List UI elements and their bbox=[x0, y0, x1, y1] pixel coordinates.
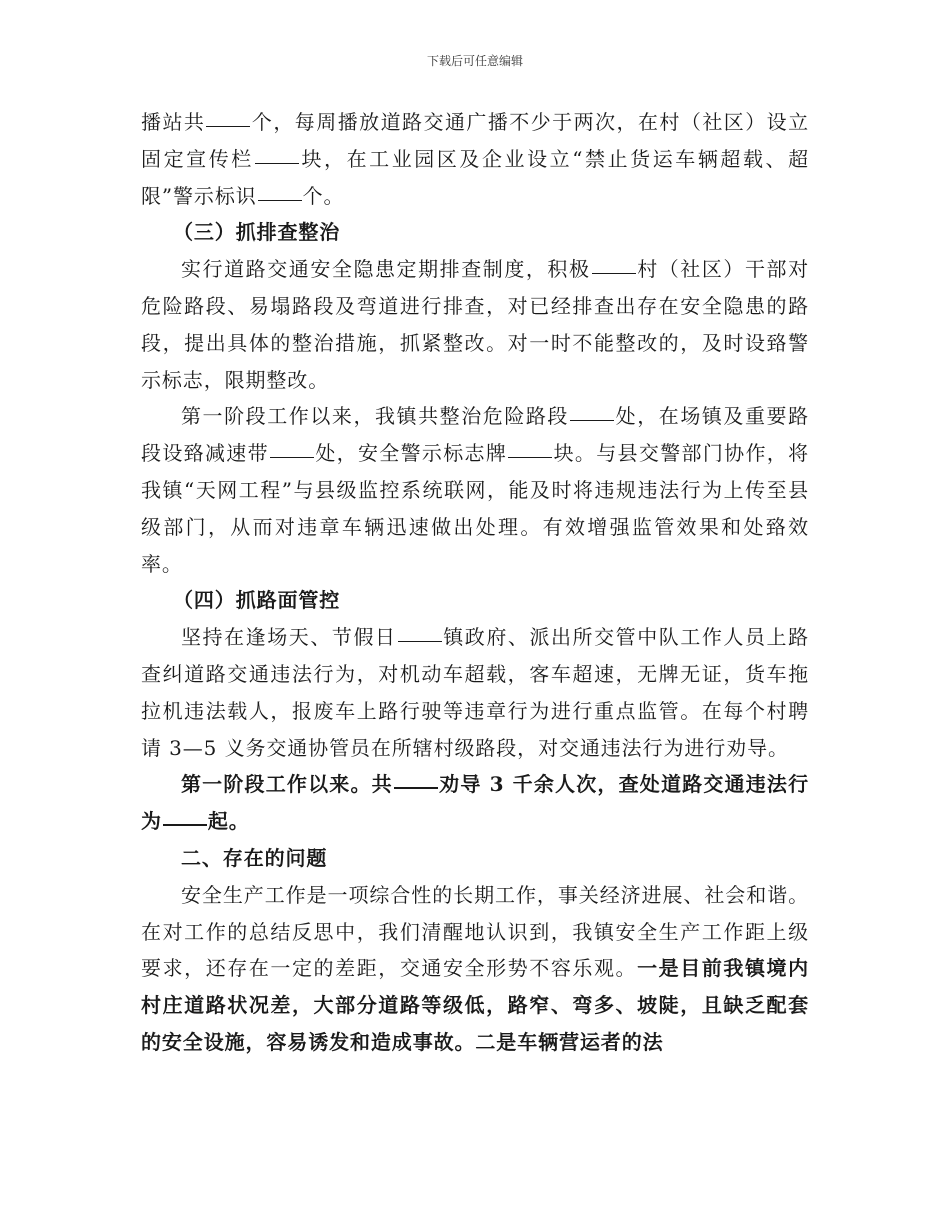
fill-blank bbox=[592, 272, 636, 274]
fill-blank bbox=[394, 786, 438, 789]
paragraph-inspection-system bbox=[141, 251, 809, 398]
text-run-bold: 一是目前我镇境内村庄道路状况差，大部分道路等级低，路窄、弯多、坡陡，且缺乏配套的安全设施，容易诱发和造成事故。二是车辆营运者的法 bbox=[141, 956, 809, 1054]
text-run: 块，在工业园区及企业设立“禁止货运车辆超载、超限”警示标识 bbox=[141, 146, 810, 208]
paragraph-problems bbox=[141, 877, 809, 1061]
fill-blank bbox=[258, 199, 302, 201]
paragraph-road-control bbox=[141, 619, 809, 766]
text-run: 处，在场镇及重要路段设臵减速带 bbox=[141, 404, 809, 466]
fill-blank bbox=[270, 456, 314, 458]
text-run: 镇政府、派出所交管中队工作人员上路查纠道路交通违法行为，对机动车超载，客车超速，无牌无证，货车拖拉机违法载人，报废车上路行驶等违章行为进行重点监管。在每个村聘请 3—5 义务交通协管员在所辖村级路段，对交通违法行为进行劝导。 bbox=[141, 625, 809, 760]
text-run: 劝导 3 千余人次，查处道路交通违法行为 bbox=[141, 772, 809, 834]
text-run: 处，安全警示标志牌 bbox=[314, 441, 508, 466]
text-run: 第一阶段工作以来。共 bbox=[181, 772, 393, 797]
text-run: 个，每周播放道路交通广播不少于两次，在村（社区）设立固定宣传栏 bbox=[141, 110, 810, 171]
text-run: 实行道路交通安全隐患定期排查制度，积极 bbox=[181, 257, 591, 282]
fill-blank bbox=[398, 640, 442, 642]
text-run: 第一阶段工作以来，我镇共整治危险路段 bbox=[181, 404, 569, 429]
fill-blank bbox=[206, 125, 250, 127]
paragraph-enforcement-results bbox=[141, 766, 809, 840]
text-run: 坚持在逢场天、节假日 bbox=[181, 625, 397, 650]
fill-blank bbox=[255, 162, 299, 164]
text-run: 安全生产工作是一项综合性的长期工作，事关经济进展、社会和谐。在对工作的总结反思中，我们清醒地认识到，我镇安全生产工作距上级要求，还存在一定的差距，交通安全形势不容乐观。 bbox=[141, 882, 809, 981]
text-run: 个。 bbox=[302, 183, 345, 208]
text-run: 块。与县交警部门协作，将我镇“天网工程”与县级监控系统联网，能及时将违规违法行为上传至县级部门，从而对违章车辆迅速做出处理。有效增强监管效果和处臵效率。 bbox=[141, 441, 809, 576]
paragraph-inspection-results bbox=[141, 398, 809, 582]
fill-blank bbox=[508, 456, 552, 458]
heading-inspection: （三）抓排查整治 bbox=[173, 220, 341, 245]
paragraph-broadcast bbox=[141, 104, 809, 214]
heading-road-control: （四）抓路面管控 bbox=[173, 588, 341, 613]
text-run: 村（社区）干部对危险路段、易塌路段及弯道进行排查，对已经排查出存在安全隐患的路段，提出具体的整治措施，抓紧整改。对一时不能整改的，及时设臵警示标志，限期整改。 bbox=[141, 257, 809, 392]
fill-blank bbox=[163, 823, 207, 826]
document-body bbox=[141, 104, 809, 1061]
text-run: 播站共 bbox=[141, 110, 206, 134]
text-run: 起。 bbox=[207, 809, 250, 834]
page-header: 下载后可任意编辑 bbox=[426, 54, 523, 68]
fill-blank bbox=[570, 419, 614, 421]
heading-problems: 二、存在的问题 bbox=[181, 845, 328, 870]
